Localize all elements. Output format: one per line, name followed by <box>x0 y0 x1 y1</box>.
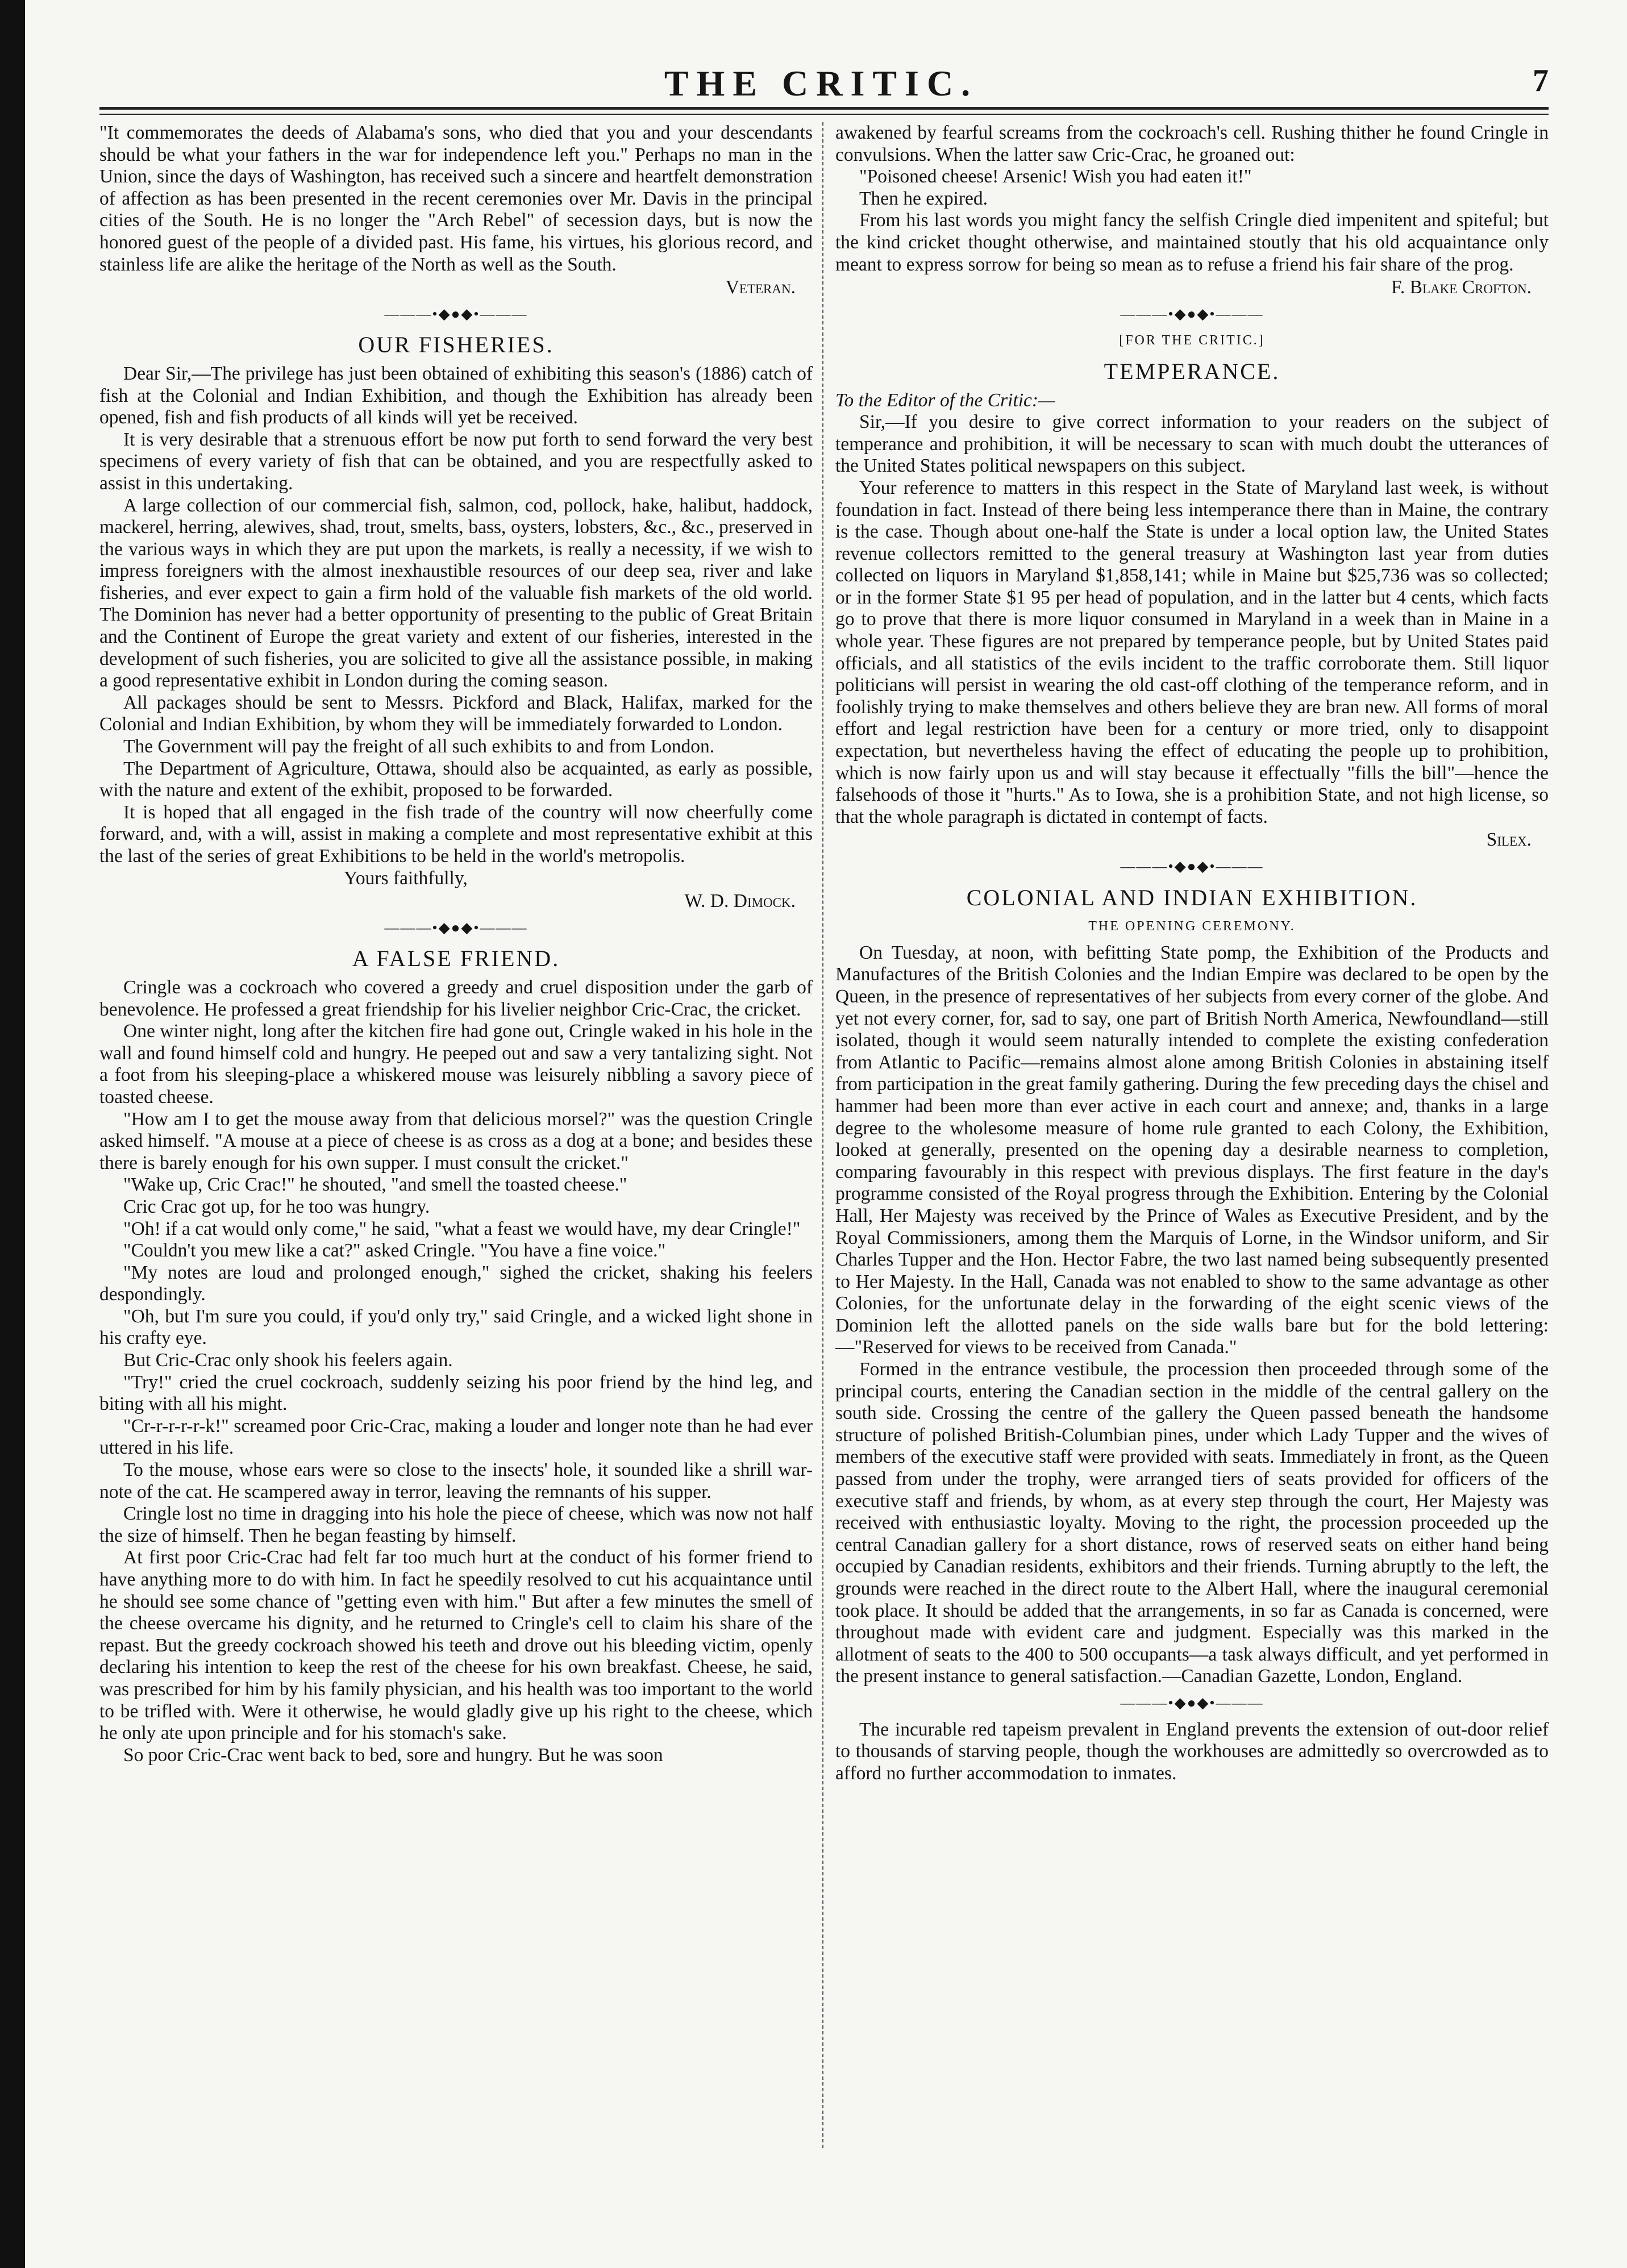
section-ornament: ———•◆●◆•——— <box>384 305 528 322</box>
tapeism-item <box>835 1719 1549 1785</box>
article-paragraph: awakened by fearful screams from the cockroach's cell. Rushing thither he found Cringle in convulsions. When the latter saw Cric-Crac, he groaned out: <box>835 122 1549 165</box>
article-paragraph: "My notes are loud and prolonged enough," sighed the cricket, shaking his feelers despondingly. <box>99 1262 813 1305</box>
header-rule-thin <box>99 114 1549 115</box>
article-kicker: [FOR THE CRITIC.] <box>1119 333 1265 348</box>
article-paragraph: "How am I to get the mouse away from that delicious morsel?" was the question Cringle asked himself. "A mouse at a piece of cheese is as cross as a dog at a bone; and besides these there is barely enough for his own supper. I must consult the cricket." <box>99 1108 813 1173</box>
article-paragraph: "It commemorates the deeds of Alabama's sons, who died that you and your descendants should be what your fathers in the war for independence left you." Perhaps no man in the Union, since the days of Washington, has received such a sincere and heartfelt demonstration of affection as has been presented in the recent ceremonies over Mr. Davis in the principal cities of the South. He is no longer the "Arch Rebel" of secession days, but is now the honored guest of the people of a divided past. His fame, his virtues, his glorious record, and stainless life are alike the heritage of the North as well as the South. <box>99 122 813 275</box>
letter-salutation: To the Editor of the Critic:— <box>835 389 1055 411</box>
article-paragraph: But Cric-Crac only shook his feelers again. <box>123 1350 453 1371</box>
article-paragraph: Then he expired. <box>859 188 988 209</box>
right-column <box>835 122 1549 1784</box>
article-signature: Silex. <box>1486 829 1532 851</box>
article-paragraph: "Poisoned cheese! Arsenic! Wish you had eaten it!" <box>859 166 1252 188</box>
article-signature: W. D. Dimock. <box>684 890 796 912</box>
article-paragraph: "Oh, but I'm sure you could, if you'd only try," said Cringle, and a wicked light shone in his crafty eye. <box>99 1305 813 1349</box>
article-paragraph: "Couldn't you mew like a cat?" asked Cringle. "You have a fine voice." <box>123 1240 666 1262</box>
exhibition-article <box>835 884 1549 1688</box>
article-paragraph: Your reference to matters in this respect in the State of Maryland last week, is without foundation in fact. Instead of there being less intemperance there than in Maine, the contrary is the case. Though about one-half the State is under a local option law, the United States revenue collectors remitted to the general treasury at Washington last year from duties collected on liquors in Maryland $1,858,141; while in Maine but $25,736 was so collected; or in the former State $1 95 per head of population, and in the latter but 4 cents, which facts go to prove that there is more liquor consumed in Maryland in a week than in Maine in a whole year. These figures are not prepared by temperance people, but by United States paid officials, and all statistics of the evils incident to the traffic corroborate them. Still liquor politicians will persist in wearing the old cast-off clothing of the temperance reform, and in foolishly trying to make themselves and others believe they are bran new. All forms of moral effort and legal restriction have been for a century or more tried, only to disappoint expectation, but nevertheless having the effect of educating the people up to prohibition, which is now fairly upon us and will stay because it effectually "fills the bill"—hence the falsehoods of those it "hurts." As to Iowa, she is a prohibition State, and not high license, so that the whole paragraph is dictated in contempt of facts. <box>835 477 1549 827</box>
article-paragraph: "Oh! if a cat would only come," he said, "what a feast we would have, my dear Cringle!" <box>123 1218 801 1239</box>
article-paragraph: All packages should be sent to Messrs. Pickford and Black, Halifax, marked for the Colonial and Indian Exhibition, by whom they will be immediately forwarded to London. <box>99 692 813 735</box>
article-title: TEMPERANCE. <box>1104 358 1280 384</box>
article-paragraph: "Try!" cried the cruel cockroach, suddenly seizing his poor friend by the hind leg, and biting with all his might. <box>99 1371 813 1415</box>
page-number: 7 <box>1533 63 1549 98</box>
article-paragraph: Sir,—If you desire to give correct information to your readers on the subject of temperance and prohibition, it will be necessary to scan with much doubt the utterances of the United States political newspapers on this subject. <box>835 411 1549 477</box>
article-paragraph: Cringle lost no time in dragging into his hole the piece of cheese, which was now not half the size of himself. Then he began feasting by himself. <box>99 1503 813 1546</box>
section-ornament: ———•◆●◆•——— <box>384 919 528 936</box>
article-paragraph: It is very desirable that a strenuous effort be now put forth to send forward the very best specimens of every variety of fish that can be obtained, and you are respectfully asked to assist in this undertaking. <box>99 428 813 494</box>
false-friend-article <box>99 948 813 1766</box>
section-ornament: ———•◆●◆•——— <box>1120 1694 1264 1711</box>
running-head: THE CRITIC. <box>664 63 979 103</box>
article-paragraph: The Department of Agriculture, Ottawa, should also be acquainted, as early as possible, with the nature and extent of the exhibit, proposed to be forwarded. <box>99 758 813 801</box>
article-paragraph: It is hoped that all engaged in the fish trade of the country will now cheerfully come forward, and, with a will, assist in making a complete and most representative exhibit at this the last of the series of great Exhibitions to be held in the world's metropolis. <box>99 801 813 867</box>
column-divider <box>822 122 823 2148</box>
article-paragraph: The Government will pay the freight of all such exhibits to and from London. <box>123 736 715 758</box>
article-paragraph: Cric Crac got up, for he too was hungry. <box>123 1196 430 1217</box>
article-paragraph: The incurable red tapeism prevalent in England prevents the extension of out-door relief to thousands of starving people, though the workhouses are admittedly so overcrowded as to afford no further accommodation to inmates. <box>835 1718 1549 1784</box>
header-rule-thick <box>99 107 1549 110</box>
article-paragraph: From his last words you might fancy the selfish Cringle died impenitent and spiteful; but the kind cricket thought otherwise, and maintained stoutly that his old acquaintance only meant to express sorrow for being so mean as to refuse a friend his fair share of the prog. <box>835 210 1549 275</box>
article-title: OUR FISHERIES. <box>358 332 554 358</box>
temperance-article <box>835 330 1549 851</box>
article-paragraph: "Wake up, Cric Crac!" he shouted, "and smell the toasted cheese." <box>123 1174 627 1196</box>
article-paragraph: At first poor Cric-Crac had felt far too much hurt at the conduct of his former friend to have anything more to do with him. In fact he speedily resolved to cut his acquaintance until he should see some chance of "getting even with him." But after a few minutes the smell of the cheese overcame his dignity, and he returned to Cringle's cell to claim his share of the repast. But the greedy cockroach showed his teeth and drove out his bleeding victim, openly declaring his intention to keep the rest of the cheese for his own breakfast. Cheese, he said, was prescribed for him by his family physician, and his health was too important to the world to be trifled with. Were it otherwise, he would gladly give up his right to the cheese, which he only ate upon principle and for his stomach's sake. <box>99 1547 813 1744</box>
page-header <box>94 57 1549 108</box>
article-paragraph: On Tuesday, at noon, with befitting State pomp, the Exhibition of the Products and Manufactures of the British Colonies and the Indian Empire was declared to be open by the Queen, in the presence of representatives of her subjects from every corner of the globe. And yet not every corner, for, sad to say, one part of British North America, Newfoundland—still isolated, though it would seem naturally intended to complete the existing confederation from Atlantic to Pacific—remains almost alone among British Colonies in abstaining itself from participation in the great family gathering. During the few preceding days the chisel and hammer had been more than ever active in each court and annexe; and, thanks in a large degree to the wholesome measure of home rule granted to each Colony, the Exhibition, looked at generally, presented on the opening day a desirable nearness to completion, comparing favourably in this respect with previous displays. The first feature in the day's programme consisted of the Royal progress through the Exhibition. Entering by the Colonial Hall, Her Majesty was received by the Prince of Wales as Executive President, and by the Royal Commissioners, among them the Marquis of Lorne, in the Windsor uniform, and Sir Charles Tupper and the Hon. Hector Fabre, the two last named being subsequently presented to Her Majesty. In the Hall, Canada was not enabled to show to the same advantage as other Colonies, for the unfortunate delay in the forwarding of the eight scenic views of the Dominion left the allotted panels on the side walls bare but for the bold lettering:—"Reserved for views to be received from Canada." <box>835 942 1549 1358</box>
article-title: A FALSE FRIEND. <box>352 946 560 972</box>
section-ornament: ———•◆●◆•——— <box>1120 305 1264 322</box>
article-paragraph: Cringle was a cockroach who covered a greedy and cruel disposition under the garb of benevolence. He professed a great friendship for his livelier neighbor Cric-Crac, the cricket. <box>99 976 813 1020</box>
article-paragraph: A large collection of our commercial fish, salmon, cod, pollock, hake, halibut, haddock, mackerel, herring, alewives, shad, trout, smelts, bass, oysters, lobsters, &c., &c., preserved in the various ways in which they are put upon the markets, is really a necessity, if we wish to impress foreigners with the almost inexhaustible resources of our deep sea, river and lake fisheries, and ever expect to gain a firm hold of the valuable fish markets of the old world. The Dominion has never had a better opportunity of presenting to the public of Great Britain and the Continent of Europe the great variety and extent of our fisheries, interested in the development of such fisheries, you are solicited to give all the assistance possible, in making a good representative exhibit in London during the coming season. <box>99 494 813 692</box>
left-column <box>99 122 813 1766</box>
article-signature: Veteran. <box>725 277 796 298</box>
article-paragraph: Dear Sir,—The privilege has just been obtained of exhibiting this season's (1886) catch of fish at the Colonial and Indian Exhibition, and though the Exhibition has already been opened, fish and fish products of all kinds will yet be received. <box>99 363 813 428</box>
article-signature: F. Blake Crofton. <box>1391 277 1532 298</box>
article-paragraph: "Cr-r-r-r-r-k!" screamed poor Cric-Crac, making a louder and longer note than he had ever uttered in his life. <box>99 1415 813 1459</box>
false-friend-continued <box>835 122 1549 299</box>
article-title: COLONIAL AND INDIAN EXHIBITION. <box>966 884 1418 910</box>
article-subtitle: THE OPENING CEREMONY. <box>1088 919 1296 934</box>
letter-closing: Yours faithfully, <box>344 867 468 889</box>
veteran-article <box>99 122 813 299</box>
fisheries-article <box>99 334 813 912</box>
article-paragraph: One winter night, long after the kitchen fire had gone out, Cringle waked in his hole in the wall and found himself cold and hungry. He peeped out and saw a very tantalizing sight. Not a foot from his sleeping-place a whiskered mouse was leisurely nibbling a savory piece of toasted cheese. <box>99 1021 813 1108</box>
page-binding-edge <box>0 0 25 2268</box>
article-paragraph: Formed in the entrance vestibule, the procession then proceeded through some of the principal courts, entering the Canadian section in the middle of the central gallery on the south side. Crossing the centre of the gallery the Queen passed beneath the handsome structure of polished British-Columbian pines, under which Lady Tupper and the wives of members of the executive staff were provided with seats. Immediately in front, as the Queen passed from under the trophy, were arranged tiers of seats provided for officers of the executive staff and friends, by whom, as at every step through the court, Her Majesty was received with enthusiastic loyalty. Moving to the right, the procession proceeded up the central Canadian gallery for a short distance, rows of reserved seats on either hand being occupied by Canadian residents, exhibitors and their friends. Turning abruptly to the left, the grounds were reached in the direct route to the Albert Hall, where the inaugural ceremonial took place. It should be added that the arrangements, in so far as Canada is concerned, were throughout made with evident care and judgment. Especially was this marked in the allotment of seats to the 400 to 500 occupants—a task always difficult, and yet performed in the present instance to general satisfaction.—Canadian Gazette, London, England. <box>835 1359 1549 1687</box>
article-paragraph: So poor Cric-Crac went back to bed, sore and hungry. But he was soon <box>123 1744 663 1766</box>
section-ornament: ———•◆●◆•——— <box>1120 858 1264 875</box>
article-paragraph: To the mouse, whose ears were so close to the insects' hole, it sounded like a shrill war-note of the cat. He scampered away in terror, leaving the remnants of his supper. <box>99 1459 813 1503</box>
